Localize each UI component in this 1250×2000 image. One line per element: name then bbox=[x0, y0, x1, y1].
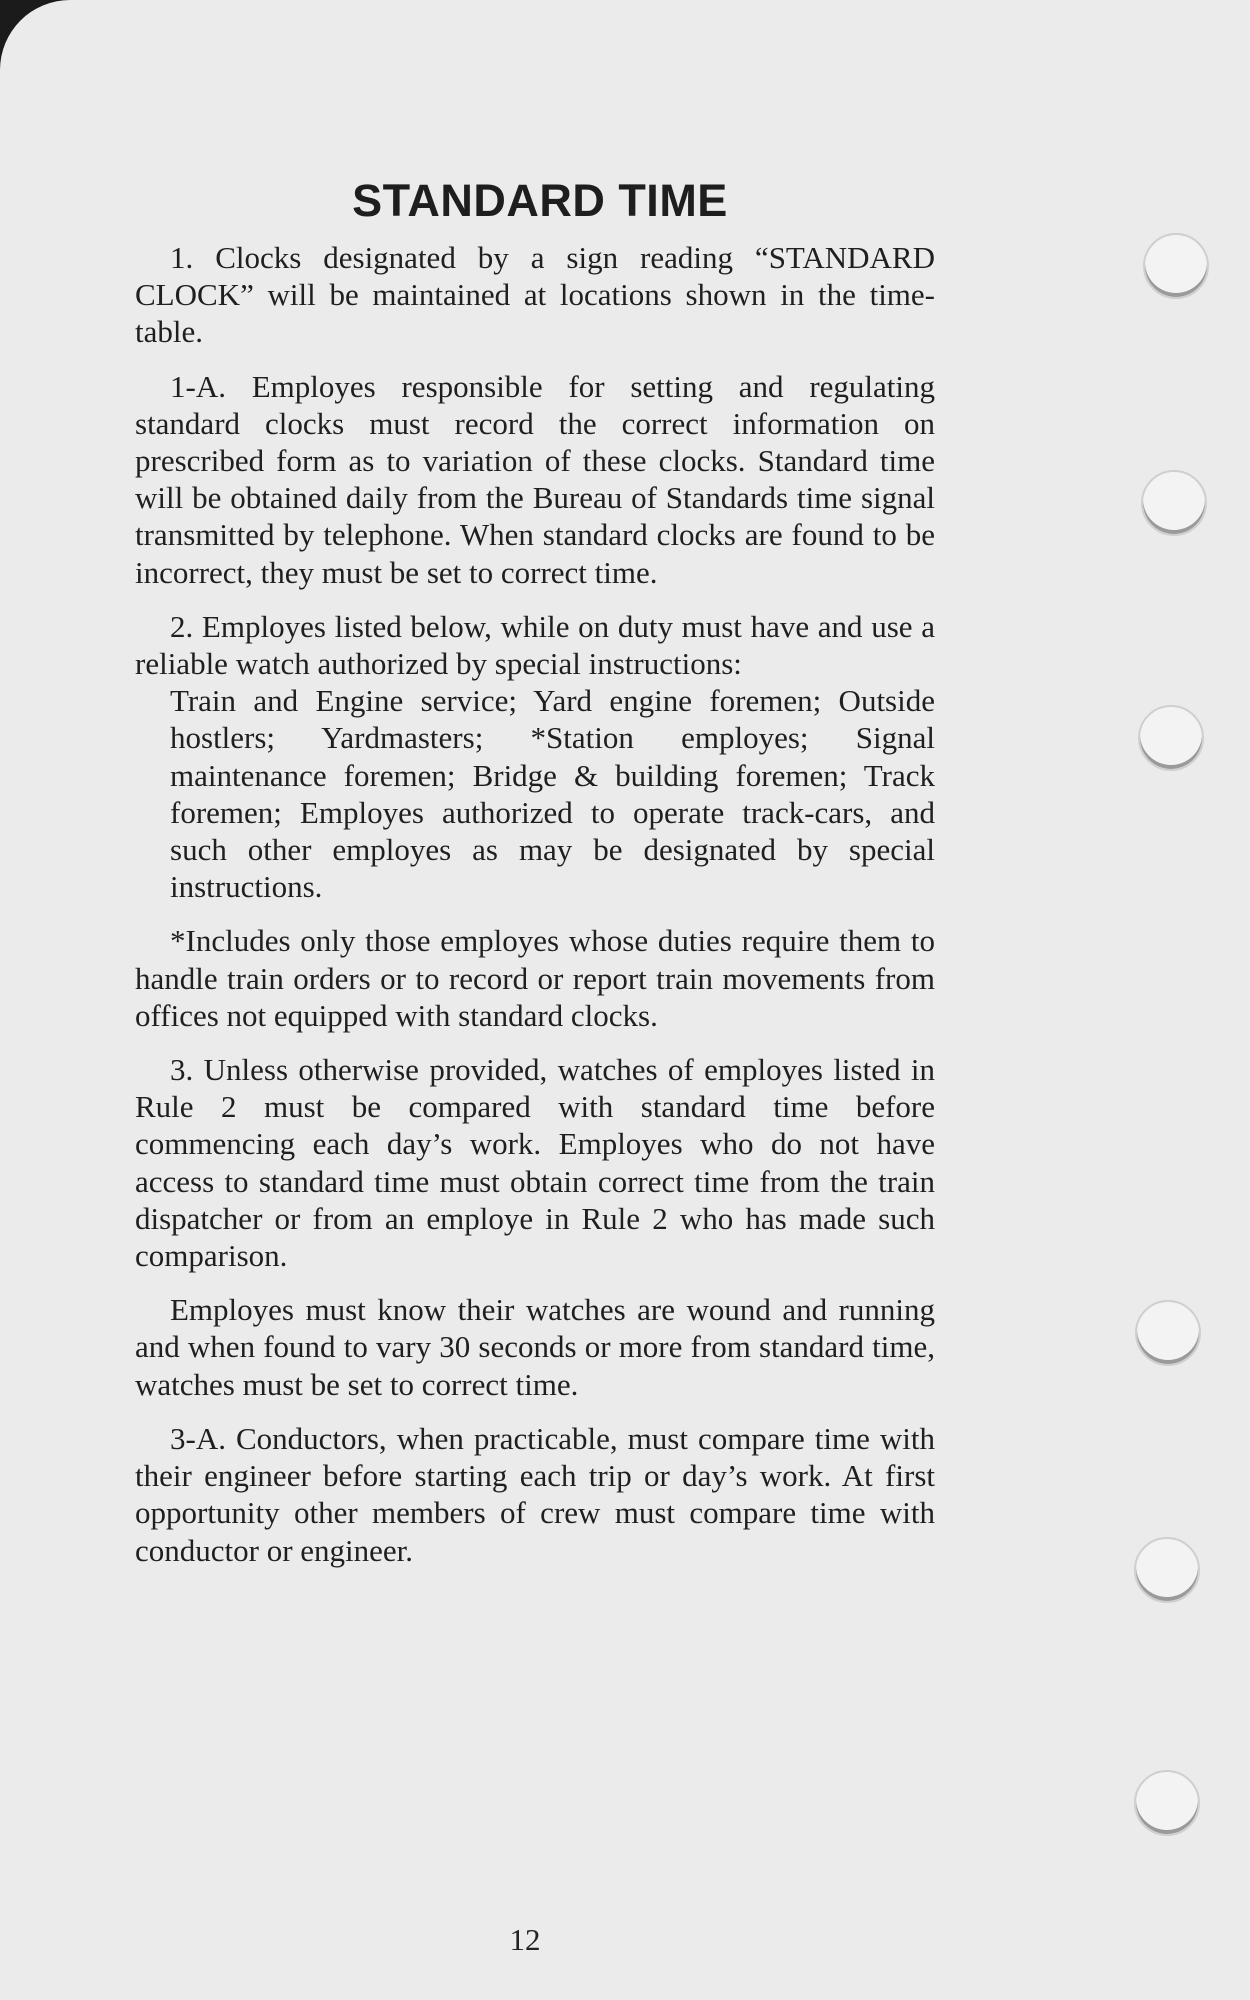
binder-hole-icon bbox=[1138, 705, 1204, 771]
page-title: STANDARD TIME bbox=[352, 175, 728, 226]
binder-hole-icon bbox=[1134, 1770, 1200, 1836]
rule-2-employe-list: Train and Engine service; Yard engine foremen; Outside hostlers; Yardmasters; *Station employes; Signal maintenance foremen; Bridge & building foremen; Track foremen; Employes authorized to operate track-cars, and such other employes as may be designated by special instructions. bbox=[170, 683, 935, 905]
binder-hole-icon bbox=[1143, 233, 1209, 299]
binder-hole-icon bbox=[1141, 470, 1207, 536]
binder-hole-icon bbox=[1135, 1300, 1201, 1366]
page-number: 12 bbox=[509, 1922, 541, 1957]
rule-3a: 3-A. Conductors, when practicable, must compare time with their engineer before starting each trip or day’s work. At first opportunity other members of crew must compare time with conductor or engineer. bbox=[135, 1420, 935, 1568]
rule-3: 3. Unless otherwise provided, watches of employes listed in Rule 2 must be compared with standard time before commencing each day’s work. Employes who do not have access to standard time must obtain correct time from the train dispatcher or from an employe in Rule 2 who has made such comparison. bbox=[135, 1052, 935, 1274]
rule-2-footnote: *Includes only those employes whose duties require them to handle train orders or to record or report train movements from offices not equipped with standard clocks. bbox=[135, 923, 935, 1033]
rule-1: 1. Clocks designated by a sign reading “STANDARD CLOCK” will be maintained at locations shown in the time-table. bbox=[135, 240, 935, 350]
binder-hole-icon bbox=[1134, 1537, 1200, 1603]
rule-3-watch-paragraph: Employes must know their watches are wound and running and when found to vary 30 seconds or more from standard time, watches must be set to correct time. bbox=[135, 1292, 935, 1402]
rule-2: 2. Employes listed below, while on duty must have and use a reliable watch authorized by special instructions: bbox=[135, 608, 935, 682]
rule-1a: 1-A. Employes responsible for setting and regulating standard clocks must record the correct information on prescribed form as to variation of these clocks. Standard time will be obtained daily from the Bureau of Standards time signal transmitted by telephone. When standard clocks are found to be incorrect, they must be set to correct time. bbox=[135, 368, 935, 590]
rule-text bbox=[135, 239, 935, 1586]
